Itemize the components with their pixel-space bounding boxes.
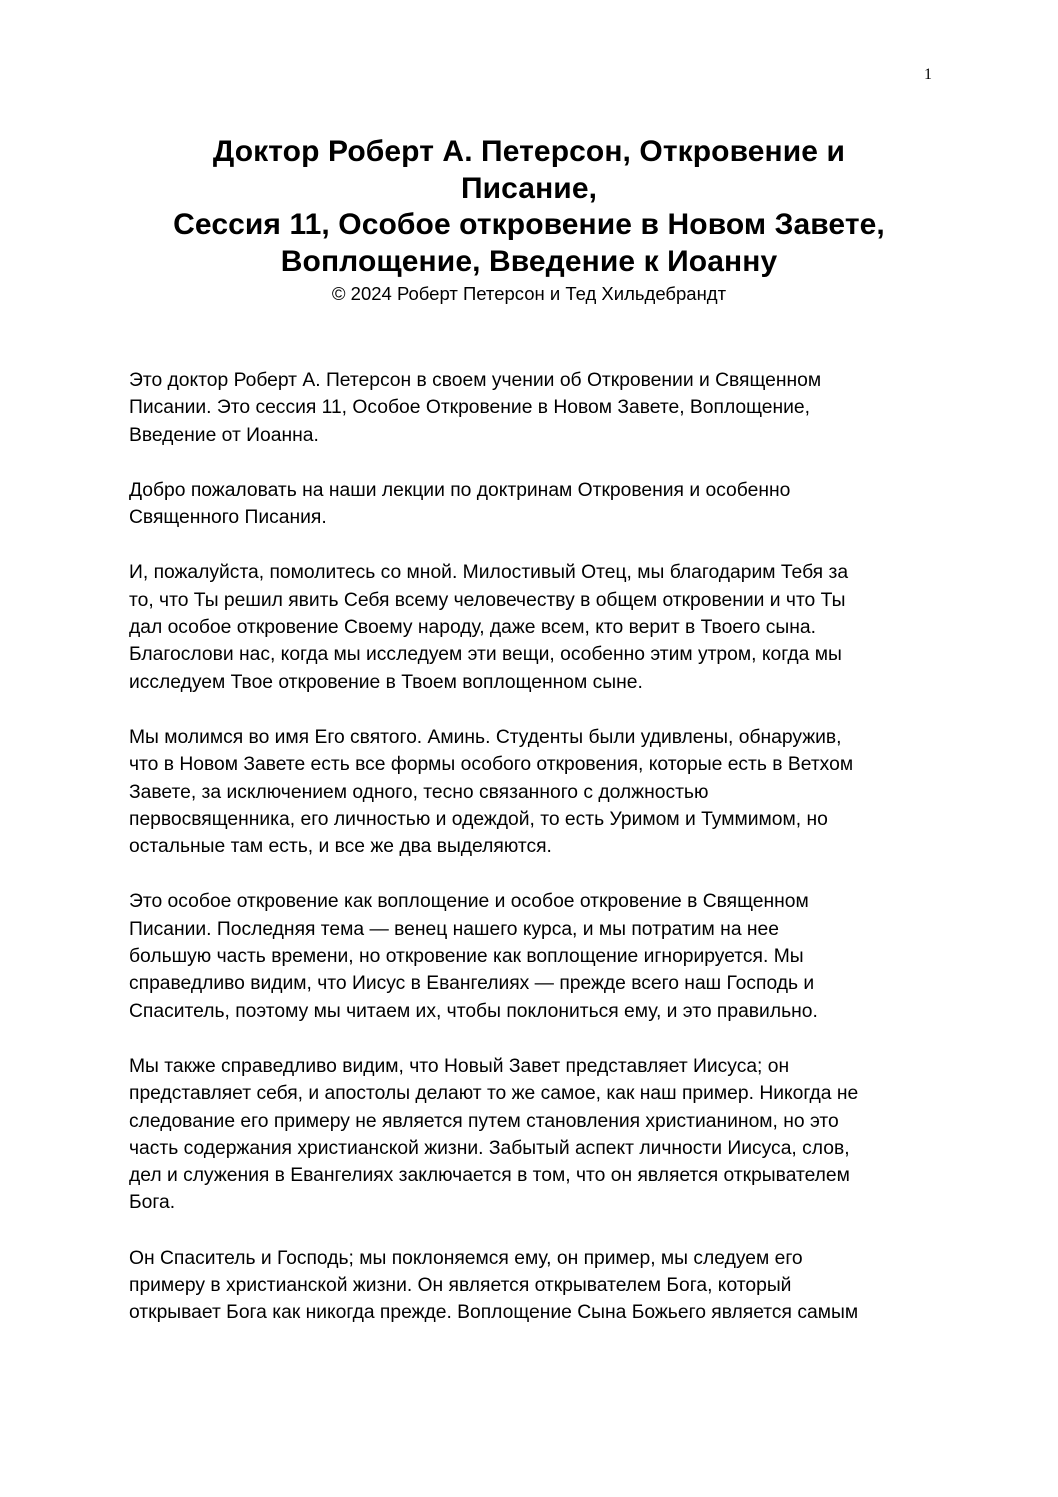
text-line: Добро пожаловать на наши лекции по доктринам Откровения и особенно <box>129 479 791 501</box>
text-line: открывает Бога как никогда прежде. Воплощение Сына Божьего является самым <box>129 1302 859 1324</box>
document-title <box>129 134 929 308</box>
paragraph <box>129 559 941 695</box>
text-line: представляет себя, и апостолы делают то же самое, как наш пример. Никогда не <box>129 1083 859 1105</box>
text-line: то, что Ты решил явить Себя всему человечеству в общем откровении и что Ты <box>129 589 846 611</box>
paragraph <box>129 1245 941 1327</box>
text-line: Мы молимся во имя Его святого. Аминь. Студенты были удивлены, обнаружив, <box>129 726 842 748</box>
text-line: следование его примеру не является путем становления христианином, но это <box>129 1110 839 1132</box>
text-line: И, пожалуйста, помолитесь со мной. Милостивый Отец, мы благодарим Тебя за <box>129 562 849 584</box>
title-line: Писание, <box>460 171 598 205</box>
title-line: Сессия 11, Особое откровение в Новом Завете, <box>173 208 885 241</box>
text-line: Введение от Иоанна. <box>129 424 319 446</box>
text-line: примеру в христианской жизни. Он является открывателем Бога, который <box>129 1275 792 1297</box>
text-line: Спаситель, поэтому мы читаем их, чтобы поклониться ему, и это правильно. <box>129 1000 818 1022</box>
text-line: Это доктор Роберт А. Петерсон в своем учении об Откровении и Священном <box>129 370 822 391</box>
title-line: Воплощение, Введение к Иоанну <box>280 244 778 278</box>
paragraph <box>129 724 941 860</box>
paragraph <box>129 477 941 532</box>
text-line: дел и служения в Евангелиях заключается в том, что он является открывателем <box>129 1165 850 1187</box>
text-line: что в Новом Завете есть все формы особого откровения, которые есть в Ветхом <box>129 754 854 776</box>
paragraph <box>129 888 941 1024</box>
text-line: остальные там есть, и все же два выделяются. <box>129 836 552 858</box>
document-body <box>129 367 941 1355</box>
text-line: Бога. <box>129 1192 176 1214</box>
paragraph <box>129 1053 941 1217</box>
title-line: Доктор Роберт А. Петерсон, Откровение и <box>212 135 846 168</box>
text-line: дал особое откровение Своему народу, даже всем, кто верит в Твоего сына. <box>129 617 816 639</box>
text-line: первосвященника, его личностью и одеждой, то есть Уримом и Туммимом, но <box>129 808 828 830</box>
page-number: 1 <box>924 66 932 83</box>
text-line: Писании. Это сессия 11, Особое Откровение в Новом Завете, Воплощение, <box>129 397 810 419</box>
text-line: большую часть времени, но откровение как воплощение игнорируется. Мы <box>129 946 804 968</box>
text-line: часть содержания христианской жизни. Забытый аспект личности Иисуса, слов, <box>129 1137 850 1159</box>
text-line: Благослови нас, когда мы исследуем эти вещи, особенно этим утром, когда мы <box>129 644 842 666</box>
paragraph <box>129 367 941 449</box>
text-line: Писании. Последняя тема — венец нашего курса, и мы потратим на нее <box>129 918 779 940</box>
text-line: Священного Писания. <box>129 507 327 529</box>
text-line: справедливо видим, что Иисус в Евангелиях — прежде всего наш Господь и <box>129 973 815 995</box>
text-line: Он Спаситель и Господь; мы поклоняемся ему, он пример, мы следуем его <box>129 1247 803 1269</box>
text-line: Завете, за исключением одного, тесно связанного с должностью <box>129 781 709 803</box>
text-line: исследуем Твое откровение в Твоем воплощенном сыне. <box>129 671 643 693</box>
copyright-notice: © 2024 Роберт Петерсон и Тед Хильдебрандт <box>331 283 727 304</box>
text-line: Это особое откровение как воплощение и особое откровение в Священном <box>129 891 809 913</box>
text-line: Мы также справедливо видим, что Новый Завет представляет Иисуса; он <box>129 1055 790 1077</box>
